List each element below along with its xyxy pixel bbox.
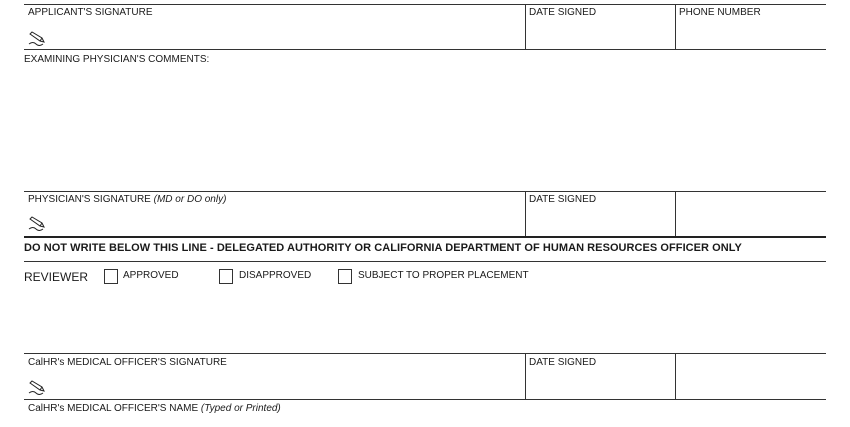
restricted-notice: DO NOT WRITE BELOW THIS LINE - DELEGATED AUTHORITY OR CALIFORNIA DEPARTMENT OF HUMAN RESOURCES OFFICER ONLY — [24, 242, 742, 254]
physician-signature-label — [28, 194, 226, 206]
physician-signature-note: (MD or DO only) — [153, 194, 227, 205]
signature-pen-icon — [28, 379, 48, 395]
medical-officer-name-text: CalHR's MEDICAL OFFICER'S NAME — [28, 403, 199, 414]
approved-checkbox[interactable] — [104, 269, 118, 284]
reviewer-label: REVIEWER — [24, 270, 89, 284]
applicant-signature-label: APPLICANT'S SIGNATURE — [28, 7, 153, 18]
medical-officer-bottom-line — [24, 399, 826, 400]
medical-officer-divider-1 — [525, 353, 526, 399]
medical-officer-top-line — [24, 353, 826, 354]
applicant-phone-label: PHONE NUMBER — [679, 7, 761, 18]
disapproved-checkbox[interactable] — [219, 269, 233, 284]
medical-officer-name-note: (Typed or Printed) — [200, 403, 281, 414]
medical-officer-name-label — [28, 403, 281, 415]
comments-label: EXAMINING PHYSICIAN'S COMMENTS: — [24, 54, 210, 65]
physician-divider-2 — [675, 191, 676, 236]
physician-divider-1 — [525, 191, 526, 236]
medical-officer-divider-2 — [675, 353, 676, 399]
physician-bottom-line — [24, 236, 826, 238]
notice-bottom-line — [24, 261, 826, 262]
approved-label: APPROVED — [123, 270, 179, 281]
applicant-divider-1 — [525, 4, 526, 49]
signature-pen-icon — [28, 30, 48, 46]
applicant-bottom-line — [24, 49, 826, 50]
physician-date-label: DATE SIGNED — [529, 194, 597, 205]
signature-pen-icon — [28, 215, 48, 231]
medical-officer-date-label: DATE SIGNED — [529, 357, 597, 368]
physician-signature-text: PHYSICIAN'S SIGNATURE — [28, 194, 151, 205]
disapproved-label: DISAPPROVED — [239, 270, 312, 281]
top-border-line — [24, 4, 826, 5]
subject-to-placement-label: SUBJECT TO PROPER PLACEMENT — [358, 270, 529, 281]
comments-area[interactable] — [24, 68, 826, 190]
applicant-divider-2 — [675, 4, 676, 49]
comments-bottom-line — [24, 191, 826, 192]
subject-to-placement-checkbox[interactable] — [338, 269, 352, 284]
applicant-date-label: DATE SIGNED — [529, 7, 597, 18]
medical-officer-signature-label: CalHR's MEDICAL OFFICER'S SIGNATURE — [28, 357, 227, 368]
